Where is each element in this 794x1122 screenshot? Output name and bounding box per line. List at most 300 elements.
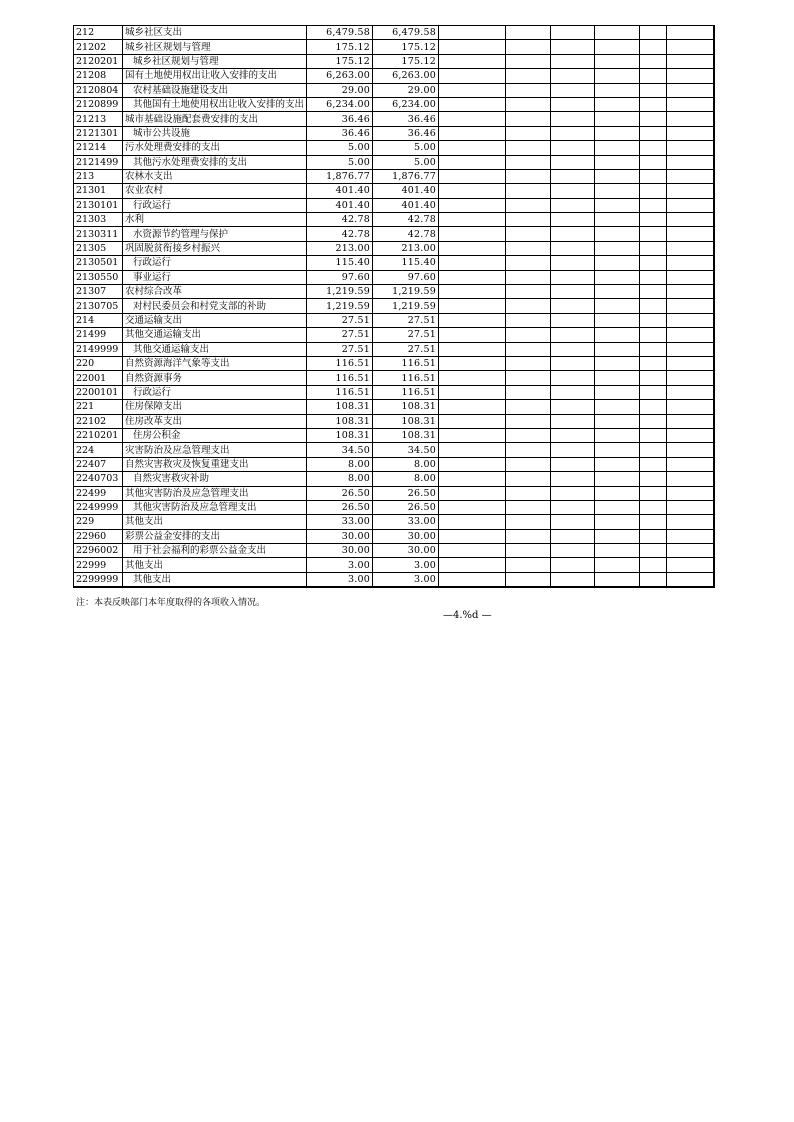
subject-name: 污水处理费安排的支出 <box>123 141 307 155</box>
empty-cell <box>506 241 551 255</box>
empty-cell <box>439 241 506 255</box>
empty-cell <box>667 270 714 284</box>
empty-cell <box>439 256 506 270</box>
subject-code: 22499 <box>74 486 123 500</box>
subject-code: 220 <box>74 356 123 370</box>
empty-cell <box>667 83 714 97</box>
table-row <box>74 400 714 414</box>
empty-cell <box>640 227 667 241</box>
subject-code: 2130501 <box>74 256 123 270</box>
empty-cell <box>640 385 667 399</box>
empty-cell <box>551 213 595 227</box>
empty-cell <box>640 544 667 558</box>
empty-cell <box>506 328 551 342</box>
empty-cell <box>667 558 714 572</box>
empty-cell <box>506 572 551 587</box>
amount-total: 401.40 <box>307 198 373 212</box>
empty-cell <box>595 544 640 558</box>
empty-cell <box>439 54 506 68</box>
empty-cell <box>595 97 640 111</box>
amount-general: 30.00 <box>373 529 439 543</box>
empty-cell <box>667 126 714 140</box>
empty-cell <box>640 356 667 370</box>
subject-code: 21301 <box>74 184 123 198</box>
empty-cell <box>595 529 640 543</box>
table-row <box>74 227 714 241</box>
empty-cell <box>595 443 640 457</box>
empty-cell <box>595 256 640 270</box>
table-row <box>74 97 714 111</box>
subject-code: 22960 <box>74 529 123 543</box>
subject-name: 其他国有土地使用权出让收入安排的支出 <box>123 97 307 111</box>
empty-cell <box>595 126 640 140</box>
table-row <box>74 529 714 543</box>
empty-cell <box>506 500 551 514</box>
empty-cell <box>595 112 640 126</box>
subject-code: 221 <box>74 400 123 414</box>
table-row <box>74 155 714 169</box>
empty-cell <box>667 213 714 227</box>
empty-cell <box>506 371 551 385</box>
amount-total: 108.31 <box>307 428 373 442</box>
subject-code: 2121301 <box>74 126 123 140</box>
subject-code: 2121499 <box>74 155 123 169</box>
table-row <box>74 328 714 342</box>
empty-cell <box>439 97 506 111</box>
subject-code: 21305 <box>74 241 123 255</box>
empty-cell <box>667 184 714 198</box>
amount-general: 401.40 <box>373 184 439 198</box>
empty-cell <box>667 97 714 111</box>
empty-cell <box>551 83 595 97</box>
subject-name: 自然灾害救灾补助 <box>123 472 307 486</box>
table-row <box>74 213 714 227</box>
empty-cell <box>640 54 667 68</box>
empty-cell <box>439 572 506 587</box>
subject-code: 2130311 <box>74 227 123 241</box>
empty-cell <box>506 97 551 111</box>
amount-total: 42.78 <box>307 227 373 241</box>
subject-code: 22001 <box>74 371 123 385</box>
empty-cell <box>595 299 640 313</box>
subject-code: 2130550 <box>74 270 123 284</box>
amount-total: 5.00 <box>307 141 373 155</box>
empty-cell <box>551 54 595 68</box>
subject-name: 行政运行 <box>123 256 307 270</box>
subject-name: 自然资源海洋气象等支出 <box>123 356 307 370</box>
subject-code: 2120804 <box>74 83 123 97</box>
empty-cell <box>640 328 667 342</box>
subject-name: 彩票公益金安排的支出 <box>123 529 307 543</box>
subject-code: 2249999 <box>74 500 123 514</box>
empty-cell <box>506 184 551 198</box>
empty-cell <box>595 141 640 155</box>
empty-cell <box>506 26 551 40</box>
amount-general: 108.31 <box>373 400 439 414</box>
table-row <box>74 486 714 500</box>
amount-total: 8.00 <box>307 472 373 486</box>
empty-cell <box>551 270 595 284</box>
table-row <box>74 40 714 54</box>
empty-cell <box>506 443 551 457</box>
empty-cell <box>551 356 595 370</box>
empty-cell <box>506 112 551 126</box>
empty-cell <box>506 529 551 543</box>
empty-cell <box>439 213 506 227</box>
empty-cell <box>551 184 595 198</box>
empty-cell <box>551 529 595 543</box>
amount-total: 115.40 <box>307 256 373 270</box>
empty-cell <box>667 241 714 255</box>
empty-cell <box>595 83 640 97</box>
empty-cell <box>640 40 667 54</box>
table-row <box>74 500 714 514</box>
amount-total: 175.12 <box>307 54 373 68</box>
subject-name: 水资源节约管理与保护 <box>123 227 307 241</box>
empty-cell <box>595 472 640 486</box>
amount-total: 116.51 <box>307 371 373 385</box>
amount-total: 34.50 <box>307 443 373 457</box>
empty-cell <box>667 169 714 183</box>
subject-name: 巩固脱贫衔接乡村振兴 <box>123 241 307 255</box>
empty-cell <box>551 69 595 83</box>
subject-code: 22999 <box>74 558 123 572</box>
empty-cell <box>551 558 595 572</box>
empty-cell <box>551 457 595 471</box>
amount-total: 42.78 <box>307 213 373 227</box>
empty-cell <box>667 256 714 270</box>
amount-general: 401.40 <box>373 198 439 212</box>
subject-code: 21303 <box>74 213 123 227</box>
empty-cell <box>551 141 595 155</box>
subject-code: 21208 <box>74 69 123 83</box>
amount-total: 116.51 <box>307 385 373 399</box>
empty-cell <box>667 342 714 356</box>
subject-name: 灾害防治及应急管理支出 <box>123 443 307 457</box>
amount-total: 26.50 <box>307 486 373 500</box>
page-number: —4.%d — <box>443 610 492 621</box>
empty-cell <box>506 40 551 54</box>
empty-cell <box>506 256 551 270</box>
empty-cell <box>439 83 506 97</box>
empty-cell <box>551 97 595 111</box>
table-row <box>74 256 714 270</box>
empty-cell <box>640 529 667 543</box>
subject-code: 21214 <box>74 141 123 155</box>
empty-cell <box>439 184 506 198</box>
empty-cell <box>595 227 640 241</box>
empty-cell <box>439 69 506 83</box>
table-row <box>74 342 714 356</box>
amount-total: 33.00 <box>307 515 373 529</box>
empty-cell <box>667 328 714 342</box>
empty-cell <box>667 227 714 241</box>
empty-cell <box>551 299 595 313</box>
amount-general: 5.00 <box>373 141 439 155</box>
amount-total: 5.00 <box>307 155 373 169</box>
amount-total: 97.60 <box>307 270 373 284</box>
subject-code: 2299999 <box>74 572 123 587</box>
amount-total: 3.00 <box>307 558 373 572</box>
empty-cell <box>667 299 714 313</box>
amount-total: 175.12 <box>307 40 373 54</box>
subject-name: 城乡社区支出 <box>123 26 307 40</box>
empty-cell <box>640 500 667 514</box>
empty-cell <box>640 198 667 212</box>
subject-name: 事业运行 <box>123 270 307 284</box>
amount-total: 30.00 <box>307 529 373 543</box>
subject-code: 2240703 <box>74 472 123 486</box>
empty-cell <box>506 544 551 558</box>
empty-cell <box>667 313 714 327</box>
amount-total: 116.51 <box>307 356 373 370</box>
empty-cell <box>640 169 667 183</box>
empty-cell <box>506 54 551 68</box>
amount-total: 401.40 <box>307 184 373 198</box>
empty-cell <box>551 169 595 183</box>
amount-general: 108.31 <box>373 428 439 442</box>
empty-cell <box>640 241 667 255</box>
empty-cell <box>551 328 595 342</box>
empty-cell <box>439 472 506 486</box>
empty-cell <box>595 486 640 500</box>
empty-cell <box>640 270 667 284</box>
subject-name: 住房保障支出 <box>123 400 307 414</box>
amount-total: 36.46 <box>307 126 373 140</box>
amount-general: 34.50 <box>373 443 439 457</box>
empty-cell <box>506 400 551 414</box>
subject-name: 其他支出 <box>123 558 307 572</box>
table-row <box>74 112 714 126</box>
empty-cell <box>439 227 506 241</box>
empty-cell <box>551 385 595 399</box>
amount-total: 1,219.59 <box>307 285 373 299</box>
subject-name: 农业农村 <box>123 184 307 198</box>
subject-code: 2149999 <box>74 342 123 356</box>
amount-total: 1,876.77 <box>307 169 373 183</box>
subject-code: 214 <box>74 313 123 327</box>
amount-general: 175.12 <box>373 40 439 54</box>
subject-name: 自然灾害救灾及恢复重建支出 <box>123 457 307 471</box>
table-row <box>74 198 714 212</box>
table-row <box>74 544 714 558</box>
table-row <box>74 184 714 198</box>
table-row <box>74 241 714 255</box>
table-row <box>74 558 714 572</box>
table-row <box>74 169 714 183</box>
amount-total: 8.00 <box>307 457 373 471</box>
subject-name: 城乡社区规划与管理 <box>123 54 307 68</box>
subject-name: 其他灾害防治及应急管理支出 <box>123 486 307 500</box>
subject-name: 自然资源事务 <box>123 371 307 385</box>
empty-cell <box>640 572 667 587</box>
empty-cell <box>595 54 640 68</box>
empty-cell <box>439 486 506 500</box>
empty-cell <box>595 371 640 385</box>
empty-cell <box>667 285 714 299</box>
subject-name: 行政运行 <box>123 385 307 399</box>
subject-code: 224 <box>74 443 123 457</box>
subject-code: 21307 <box>74 285 123 299</box>
table-body <box>74 26 714 588</box>
empty-cell <box>551 40 595 54</box>
empty-cell <box>506 342 551 356</box>
empty-cell <box>667 572 714 587</box>
empty-cell <box>439 40 506 54</box>
amount-general: 116.51 <box>373 371 439 385</box>
amount-general: 116.51 <box>373 356 439 370</box>
subject-name: 住房公积金 <box>123 428 307 442</box>
amount-general: 3.00 <box>373 572 439 587</box>
empty-cell <box>640 457 667 471</box>
empty-cell <box>439 126 506 140</box>
subject-name: 其他交通运输支出 <box>123 328 307 342</box>
empty-cell <box>506 558 551 572</box>
empty-cell <box>640 69 667 83</box>
subject-name: 国有土地使用权出让收入安排的支出 <box>123 69 307 83</box>
subject-code: 2120899 <box>74 97 123 111</box>
table-row <box>74 356 714 370</box>
empty-cell <box>667 428 714 442</box>
table-row <box>74 126 714 140</box>
subject-name: 其他污水处理费安排的支出 <box>123 155 307 169</box>
amount-general: 1,219.59 <box>373 299 439 313</box>
empty-cell <box>551 486 595 500</box>
amount-total: 6,234.00 <box>307 97 373 111</box>
amount-general: 97.60 <box>373 270 439 284</box>
empty-cell <box>506 155 551 169</box>
empty-cell <box>551 241 595 255</box>
subject-name: 其他支出 <box>123 572 307 587</box>
subject-code: 22407 <box>74 457 123 471</box>
subject-code: 22102 <box>74 414 123 428</box>
empty-cell <box>506 285 551 299</box>
amount-total: 108.31 <box>307 414 373 428</box>
empty-cell <box>506 69 551 83</box>
amount-total: 108.31 <box>307 400 373 414</box>
empty-cell <box>439 400 506 414</box>
empty-cell <box>595 328 640 342</box>
empty-cell <box>667 515 714 529</box>
empty-cell <box>439 428 506 442</box>
amount-general: 3.00 <box>373 558 439 572</box>
empty-cell <box>551 313 595 327</box>
amount-general: 5.00 <box>373 155 439 169</box>
empty-cell <box>667 141 714 155</box>
empty-cell <box>551 155 595 169</box>
empty-cell <box>640 97 667 111</box>
table-row <box>74 285 714 299</box>
subject-code: 2130705 <box>74 299 123 313</box>
table-row <box>74 443 714 457</box>
empty-cell <box>595 241 640 255</box>
empty-cell <box>640 515 667 529</box>
empty-cell <box>439 270 506 284</box>
empty-cell <box>667 529 714 543</box>
amount-total: 27.51 <box>307 342 373 356</box>
empty-cell <box>439 328 506 342</box>
empty-cell <box>506 486 551 500</box>
table-row <box>74 141 714 155</box>
empty-cell <box>667 443 714 457</box>
empty-cell <box>640 299 667 313</box>
empty-cell <box>506 270 551 284</box>
amount-total: 29.00 <box>307 83 373 97</box>
empty-cell <box>640 112 667 126</box>
empty-cell <box>439 26 506 40</box>
subject-name: 水利 <box>123 213 307 227</box>
empty-cell <box>439 500 506 514</box>
table-row <box>74 54 714 68</box>
amount-general: 27.51 <box>373 342 439 356</box>
amount-total: 27.51 <box>307 313 373 327</box>
empty-cell <box>439 141 506 155</box>
empty-cell <box>595 342 640 356</box>
empty-cell <box>595 169 640 183</box>
empty-cell <box>551 227 595 241</box>
empty-cell <box>506 126 551 140</box>
empty-cell <box>667 356 714 370</box>
empty-cell <box>551 414 595 428</box>
amount-total: 30.00 <box>307 544 373 558</box>
amount-total: 27.51 <box>307 328 373 342</box>
empty-cell <box>439 169 506 183</box>
amount-general: 27.51 <box>373 328 439 342</box>
empty-cell <box>595 572 640 587</box>
empty-cell <box>551 371 595 385</box>
empty-cell <box>551 256 595 270</box>
empty-cell <box>439 457 506 471</box>
empty-cell <box>595 385 640 399</box>
empty-cell <box>667 69 714 83</box>
subject-name: 行政运行 <box>123 198 307 212</box>
empty-cell <box>506 313 551 327</box>
amount-total: 26.50 <box>307 500 373 514</box>
empty-cell <box>667 544 714 558</box>
amount-general: 1,219.59 <box>373 285 439 299</box>
empty-cell <box>506 385 551 399</box>
empty-cell <box>595 285 640 299</box>
amount-total: 213.00 <box>307 241 373 255</box>
empty-cell <box>640 313 667 327</box>
empty-cell <box>551 572 595 587</box>
empty-cell <box>640 256 667 270</box>
empty-cell <box>667 198 714 212</box>
empty-cell <box>439 299 506 313</box>
amount-general: 8.00 <box>373 472 439 486</box>
subject-name: 农村综合改革 <box>123 285 307 299</box>
empty-cell <box>595 184 640 198</box>
empty-cell <box>667 54 714 68</box>
amount-total: 6,263.00 <box>307 69 373 83</box>
empty-cell <box>439 371 506 385</box>
empty-cell <box>506 227 551 241</box>
table-row <box>74 428 714 442</box>
empty-cell <box>551 342 595 356</box>
subject-code: 21213 <box>74 112 123 126</box>
amount-general: 27.51 <box>373 313 439 327</box>
subject-name: 其他交通运输支出 <box>123 342 307 356</box>
subject-name: 其他支出 <box>123 515 307 529</box>
empty-cell <box>439 515 506 529</box>
empty-cell <box>640 443 667 457</box>
subject-name: 农村基础设施建设支出 <box>123 83 307 97</box>
subject-code: 2130101 <box>74 198 123 212</box>
empty-cell <box>667 400 714 414</box>
empty-cell <box>595 40 640 54</box>
amount-general: 26.50 <box>373 486 439 500</box>
amount-general: 108.31 <box>373 414 439 428</box>
